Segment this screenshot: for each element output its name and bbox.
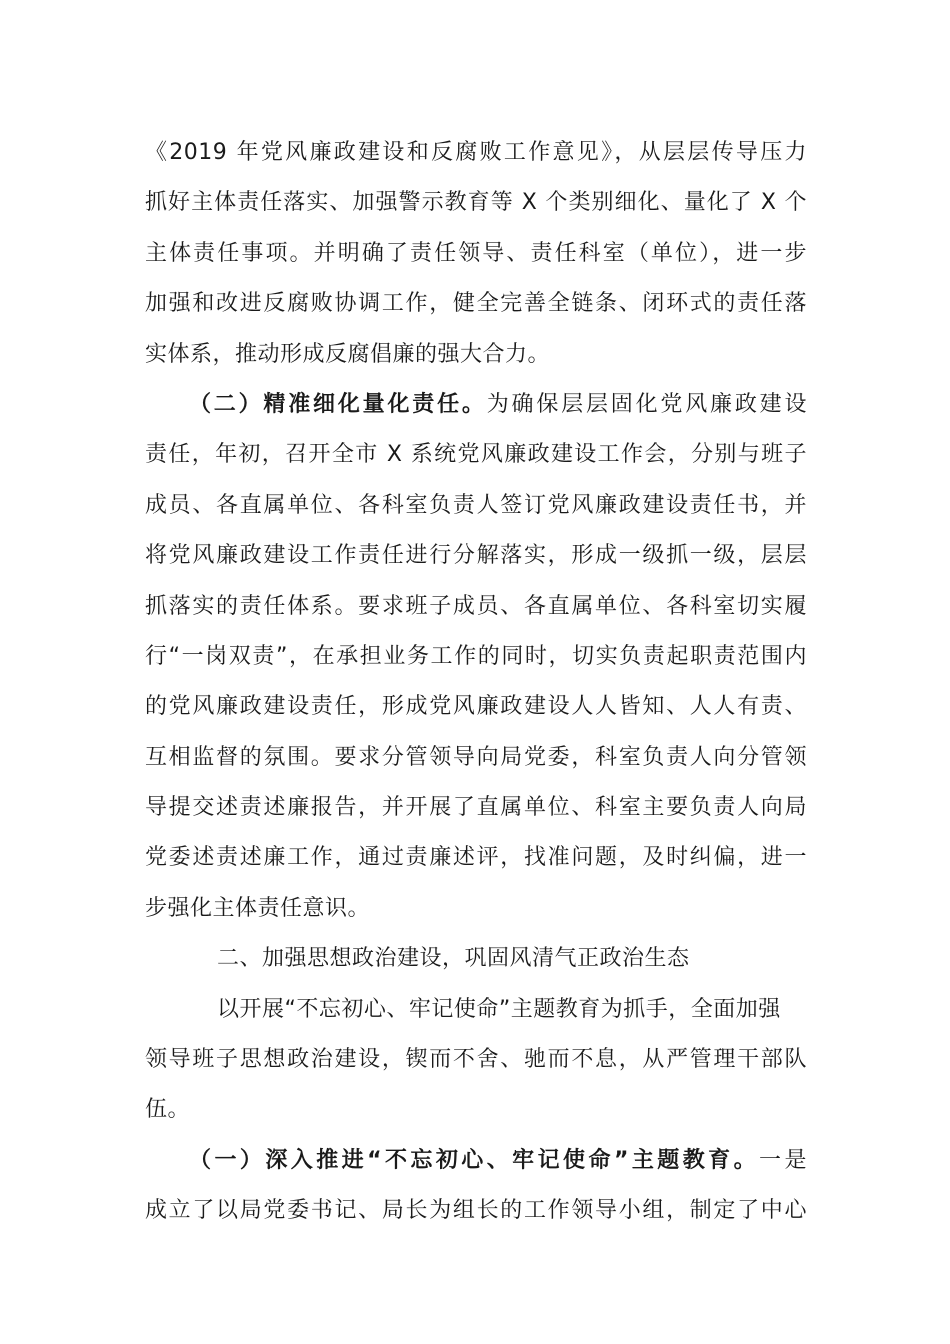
- text-line: 责任，年初，召开全市 X 系统党风廉政建设工作会，分别与班子: [145, 442, 807, 468]
- text-line: 党委述责述廉工作，通过责廉述评，找准问题，及时纠偏，进一: [145, 845, 807, 871]
- text-run: 一是: [759, 1147, 807, 1173]
- text-line: 加强和改进反腐败协调工作，健全完善全链条、闭环式的责任落: [145, 291, 807, 317]
- text-line: [145, 1136, 807, 1186]
- text-line: 伍。: [145, 1097, 191, 1123]
- paragraph-4: [145, 1136, 807, 1237]
- text-line: 步强化主体责任意识。: [145, 895, 371, 921]
- subheading-bold: （一）深入推进“不忘初心、牢记使命”主题教育。: [189, 1147, 760, 1173]
- text-line: 抓好主体责任落实、加强警示教育等 X 个类别细化、量化了 X 个: [145, 190, 807, 216]
- text-line: 互相监督的氛围。要求分管领导向局党委，科室负责人向分管领: [145, 744, 807, 770]
- subheading-bold: （二）精准细化量化责任。: [189, 391, 487, 417]
- paragraph-3: [145, 985, 807, 1136]
- text-line: 行“一岗双责”，在承担业务工作的同时，切实负责起职责范围内: [145, 643, 807, 669]
- paragraph-2: [145, 380, 807, 934]
- text-run: 为确保层层固化党风廉政建设: [486, 391, 807, 417]
- text-line: 成立了以局党委书记、局长为组长的工作领导小组，制定了中心: [145, 1198, 807, 1224]
- text-line: 《2019 年党风廉政建设和反腐败工作意见》，从层层传导压力: [145, 140, 807, 165]
- text-line: 主体责任事项。并明确了责任领导、责任科室（单位），进一步: [145, 240, 807, 266]
- text-line: 实体系，推动形成反腐倡廉的强大合力。: [145, 341, 551, 367]
- text-line: 的党风廉政建设责任，形成党风廉政建设人人皆知、人人有责、: [145, 694, 807, 720]
- document-page: [145, 128, 807, 1237]
- text-line: [145, 380, 807, 430]
- text-line: 将党风廉政建设工作责任进行分解落实，形成一级抓一级，层层: [145, 543, 807, 569]
- text-line: 领导班子思想政治建设，锲而不舍、驰而不息，从严管理干部队: [145, 1047, 807, 1073]
- text-line: 以开展“不忘初心、牢记使命”主题教育为抓手，全面加强: [217, 996, 781, 1022]
- paragraph-1: [145, 128, 807, 380]
- section-heading: 二、加强思想政治建设，巩固风清气正政治生态: [217, 946, 690, 972]
- text-line: 成员、各直属单位、各科室负责人签订党风廉政建设责任书，并: [145, 492, 807, 518]
- text-line: 导提交述责述廉报告，并开展了直属单位、科室主要负责人向局: [145, 795, 807, 821]
- text-line: 抓落实的责任体系。要求班子成员、各直属单位、各科室切实履: [145, 593, 807, 619]
